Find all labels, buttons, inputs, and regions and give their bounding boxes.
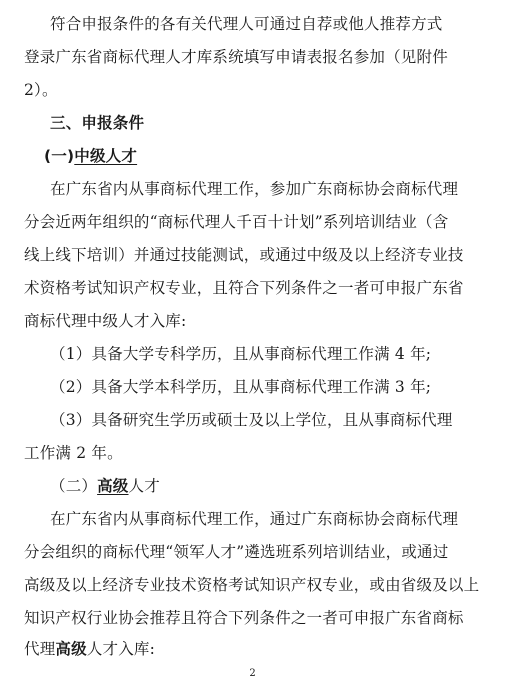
senior-paragraph-line-2: 分会组织的商标代理“领军人才”遴选班系列培训结业，或通过 <box>24 543 449 561</box>
senior-level-heading-prefix: （二） <box>50 477 98 495</box>
mid-condition-3-line-2: 工作满 2 年。 <box>24 444 123 462</box>
mid-paragraph-line-4: 术资格考试知识产权专业，且符合下列条件之一者可申报广东省 <box>24 279 464 297</box>
section-title: 三、申报条件 <box>50 114 145 132</box>
senior-level-heading-bold: 高级 <box>97 476 129 495</box>
mid-paragraph-line-3: 线上线下培训）并通过技能测试，或通过中级及以上经济专业技 <box>24 246 464 264</box>
mid-condition-3-line-1: （3）具备研究生学历或硕士及以上学位，且从事商标代理 <box>50 411 453 429</box>
senior-line5-bold: 高级 <box>55 639 87 658</box>
senior-paragraph-line-4: 知识产权行业协会推荐且符合下列条件之一者可申报广东省商标 <box>24 609 464 627</box>
senior-line5-rest: 人才入库: <box>86 640 156 658</box>
mid-paragraph-line-2: 分会近两年组织的“商标代理人千百十计划”系列培训结业（含 <box>24 213 449 231</box>
senior-level-heading-rest: 人才 <box>128 477 160 495</box>
senior-line5-prefix: 代理 <box>24 640 56 658</box>
mid-level-heading-prefix: (一) <box>44 147 75 165</box>
mid-level-heading <box>44 144 137 166</box>
page-number: 2 <box>249 668 256 679</box>
mid-condition-2: （2）具备大学本科学历，且从事商标代理工作满 3 年; <box>50 378 432 396</box>
mid-condition-1: （1）具备大学专科学历，且从事商标代理工作满 4 年; <box>50 345 432 363</box>
senior-paragraph-line-1: 在广东省内从事商标代理工作，通过广东商标协会商标代理 <box>50 510 459 528</box>
mid-level-heading-label: 中级人才 <box>74 147 138 165</box>
senior-level-heading <box>50 474 160 496</box>
intro-line-1: 符合申报条件的各有关代理人可通过自荐或他人推荐方式 <box>50 15 443 33</box>
mid-paragraph-line-5: 商标代理中级人才入库: <box>24 312 187 330</box>
senior-paragraph-line-3: 高级及以上经济专业技术资格考试知识产权专业，或由省级及以上 <box>24 576 480 594</box>
intro-line-2: 登录广东省商标代理人才库系统填写申请表报名参加（见附件 <box>24 48 448 66</box>
intro-line-3: 2）。 <box>24 81 58 99</box>
senior-paragraph-line-5 <box>24 637 155 659</box>
mid-paragraph-line-1: 在广东省内从事商标代理工作，参加广东商标协会商标代理 <box>50 180 459 198</box>
